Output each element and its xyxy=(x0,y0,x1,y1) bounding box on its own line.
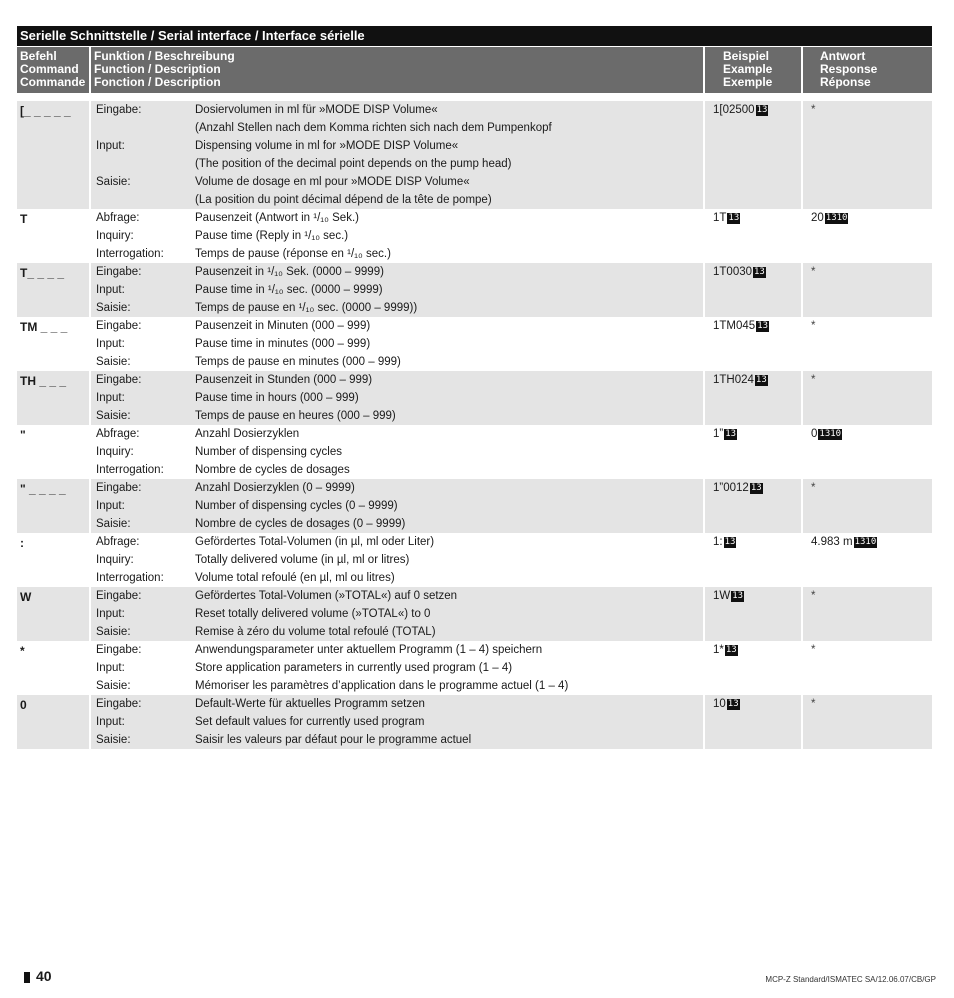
example-text: 1”0012 xyxy=(713,482,749,494)
description-text: Dosiervolumen in ml für »MODE DISP Volume« xyxy=(195,104,438,116)
function-cell xyxy=(91,587,703,641)
language-label: Input: xyxy=(96,140,125,152)
command-cell: W xyxy=(17,587,89,641)
response-cell xyxy=(803,425,932,479)
description-text: Pausenzeit (Antwort in ¹/₁₀ Sek.) xyxy=(195,212,359,224)
description-line xyxy=(91,479,703,497)
description-text: Reset totally delivered volume (»TOTAL«) to 0 xyxy=(195,608,431,620)
description-line xyxy=(91,101,703,119)
response-cell xyxy=(803,695,932,749)
table-row xyxy=(17,263,932,317)
function-cell xyxy=(91,101,703,209)
language-label: Eingabe: xyxy=(96,104,142,116)
description-text: Anwendungsparameter unter aktuellem Programm (1 – 4) speichern xyxy=(195,644,543,656)
response-cell xyxy=(803,371,932,425)
table-row xyxy=(17,479,932,533)
description-text: Temps de pause en heures (000 – 999) xyxy=(195,410,396,422)
control-code-badge: 13 xyxy=(724,537,736,547)
language-label: Eingabe: xyxy=(96,698,142,710)
language-label: Inquiry: xyxy=(96,554,134,566)
header-command-en: Command xyxy=(20,62,79,76)
table-row xyxy=(17,587,932,641)
response-cell xyxy=(803,317,932,371)
language-label: Interrogation: xyxy=(96,464,164,476)
language-label xyxy=(91,191,195,209)
header-command-fr: Commande xyxy=(20,75,86,89)
description-text: Volume de dosage en ml pour »MODE DISP Volume« xyxy=(195,176,470,188)
language-label: Saisie: xyxy=(96,518,131,530)
response-cell xyxy=(803,263,932,317)
command-cell: * xyxy=(20,644,25,658)
description-text: Temps de pause en minutes (000 – 999) xyxy=(195,356,401,368)
response-text: * xyxy=(811,374,816,386)
example-cell xyxy=(705,263,801,317)
description-line xyxy=(91,209,703,227)
control-code-badge: 13 xyxy=(756,105,768,115)
function-cell xyxy=(91,263,703,317)
language-label xyxy=(91,119,195,137)
language-label: Saisie: xyxy=(96,302,131,314)
example-cell xyxy=(705,479,801,533)
description-text: Store application parameters in currently used program (1 – 4) xyxy=(195,662,513,674)
language-label: Abfrage: xyxy=(96,212,140,224)
example-cell xyxy=(705,587,801,641)
response-cell xyxy=(803,101,932,209)
description-text: Pause time in hours (000 – 999) xyxy=(195,392,359,404)
description-line xyxy=(91,605,703,623)
response-cell xyxy=(803,209,932,263)
example-text: 1T xyxy=(713,212,727,224)
description-text: (The position of the decimal point depends on the pump head) xyxy=(195,158,512,170)
description-line xyxy=(91,155,703,173)
description-line xyxy=(91,569,703,587)
function-cell xyxy=(91,371,703,425)
language-label: Eingabe: xyxy=(96,266,142,278)
language-label: Abfrage: xyxy=(96,428,140,440)
header-example-de: Beispiel xyxy=(723,49,770,63)
language-label: Input: xyxy=(96,284,125,296)
header-function-fr: Fonction / Description xyxy=(94,75,221,89)
description-line xyxy=(91,533,703,551)
control-code-badge: 13 xyxy=(727,699,739,709)
header-function-en: Function / Description xyxy=(94,62,221,76)
language-label: Saisie: xyxy=(96,626,131,638)
response-text: * xyxy=(811,482,816,494)
table-row xyxy=(17,371,932,425)
description-line xyxy=(91,515,703,533)
description-text: Pausenzeit in Stunden (000 – 999) xyxy=(195,374,373,386)
description-line xyxy=(91,245,703,263)
description-line xyxy=(91,695,703,713)
response-text: 20 xyxy=(811,212,824,224)
language-label: Eingabe: xyxy=(96,374,142,386)
description-line xyxy=(91,263,703,281)
table-row xyxy=(17,317,932,371)
description-line xyxy=(91,731,703,749)
description-text: Totally delivered volume (in µl, ml or litres) xyxy=(195,554,410,566)
response-cell xyxy=(803,479,932,533)
function-cell xyxy=(91,695,703,749)
language-label: Eingabe: xyxy=(96,320,142,332)
control-code-badge: 13 xyxy=(725,429,737,439)
description-text: Dispensing volume in ml for »MODE DISP Volume« xyxy=(195,140,459,152)
description-line xyxy=(91,173,703,191)
description-line xyxy=(91,461,703,479)
table-row xyxy=(17,695,932,749)
language-label: Inquiry: xyxy=(96,230,134,242)
example-cell xyxy=(705,695,801,749)
language-label: Input: xyxy=(96,716,125,728)
command-cell: T xyxy=(20,212,28,226)
example-text: 1W xyxy=(713,590,731,602)
description-line xyxy=(91,659,703,677)
control-code-badge: 13 xyxy=(755,375,767,385)
description-text: Pause time (Reply in ¹/₁₀ sec.) xyxy=(195,230,349,242)
description-line xyxy=(91,191,703,209)
command-cell: [_ _ _ _ _ xyxy=(17,101,89,209)
response-cell xyxy=(803,641,932,695)
description-line xyxy=(91,425,703,443)
language-label: Saisie: xyxy=(96,680,131,692)
description-line xyxy=(91,713,703,731)
example-cell xyxy=(705,317,801,371)
description-line xyxy=(91,443,703,461)
control-code-badge: 1310 xyxy=(819,429,842,439)
response-cell xyxy=(803,533,932,587)
language-label: Saisie: xyxy=(96,356,131,368)
language-label: Interrogation: xyxy=(96,572,164,584)
example-text: 1[02500 xyxy=(713,104,755,116)
example-text: 1T0030 xyxy=(713,266,753,278)
description-line xyxy=(91,227,703,245)
example-text: 1TH024 xyxy=(713,374,754,386)
response-text: * xyxy=(811,266,816,278)
table-row xyxy=(17,533,932,587)
description-line xyxy=(91,407,703,425)
control-code-badge: 13 xyxy=(732,591,744,601)
response-text: * xyxy=(811,320,816,332)
command-cell: " xyxy=(20,428,26,442)
header-response xyxy=(803,47,932,93)
example-text: 1” xyxy=(713,428,724,440)
command-cell: TM _ _ _ xyxy=(20,320,68,334)
description-text: Nombre de cycles de dosages (0 – 9999) xyxy=(195,518,406,530)
description-text: Number of dispensing cycles xyxy=(195,446,343,458)
language-label: Saisie: xyxy=(96,176,131,188)
command-cell: T_ _ _ _ xyxy=(17,263,89,317)
description-line xyxy=(91,353,703,371)
table-row xyxy=(17,425,932,479)
control-code-badge: 13 xyxy=(757,321,769,331)
header-example-fr: Exemple xyxy=(723,75,773,89)
response-text: * xyxy=(811,590,816,602)
description-text: Pause time in ¹/₁₀ sec. (0000 – 9999) xyxy=(195,284,383,296)
description-line xyxy=(91,317,703,335)
header-example-en: Example xyxy=(723,62,773,76)
description-text: Default-Werte für aktuelles Programm setzen xyxy=(195,698,425,710)
response-text: * xyxy=(811,698,816,710)
language-label: Input: xyxy=(96,392,125,404)
document-reference: MCP-Z Standard/ISMATEC SA/12.06.07/CB/GP xyxy=(765,975,936,984)
response-text: 0 xyxy=(811,428,818,440)
table-title: Serielle Schnittstelle / Serial interface / Interface sérielle xyxy=(17,26,932,46)
description-text: Pausenzeit in ¹/₁₀ Sek. (0000 – 9999) xyxy=(195,266,384,278)
description-text: Anzahl Dosierzyklen (0 – 9999) xyxy=(195,482,355,494)
example-cell xyxy=(705,425,801,479)
language-label: Input: xyxy=(96,608,125,620)
example-cell xyxy=(705,533,801,587)
function-cell xyxy=(91,479,703,533)
description-line xyxy=(91,137,703,155)
description-text: (Anzahl Stellen nach dem Komma richten sich nach dem Pumpenkopf xyxy=(195,122,552,134)
header-response-fr: Réponse xyxy=(820,75,871,89)
description-line xyxy=(91,281,703,299)
language-label: Abfrage: xyxy=(96,536,140,548)
header-response-en: Response xyxy=(820,62,878,76)
control-code-badge: 1310 xyxy=(854,537,877,547)
description-text: Set default values for currently used program xyxy=(195,716,425,728)
control-code-badge: 13 xyxy=(754,267,765,277)
header-command xyxy=(17,47,89,93)
example-text: 1* xyxy=(713,644,724,656)
function-cell xyxy=(91,425,703,479)
control-code-badge: 13 xyxy=(728,213,740,223)
description-line xyxy=(91,299,703,317)
example-text: 1TM045 xyxy=(713,320,756,332)
language-label: Eingabe: xyxy=(96,482,142,494)
header-response-de: Antwort xyxy=(820,49,866,63)
description-line xyxy=(91,641,703,659)
example-text: 10 xyxy=(713,698,726,710)
language-label: Input: xyxy=(96,500,125,512)
example-text: 1: xyxy=(713,536,723,548)
header-example xyxy=(705,47,801,93)
language-label: Inquiry: xyxy=(96,446,134,458)
control-code-badge: 13 xyxy=(725,645,737,655)
description-text: Number of dispensing cycles (0 – 9999) xyxy=(195,500,398,512)
description-text: Nombre de cycles de dosages xyxy=(195,464,350,476)
language-label: Input: xyxy=(96,662,125,674)
description-text: Temps de pause en ¹/₁₀ sec. (0000 – 9999)) xyxy=(195,302,418,314)
command-cell: " _ _ _ _ xyxy=(17,479,89,533)
description-text: Remise à zéro du volume total refoulé (TOTAL) xyxy=(195,626,436,638)
command-cell: : xyxy=(20,536,24,550)
description-line xyxy=(91,587,703,605)
table-row xyxy=(17,641,932,695)
page-number: 40 xyxy=(36,968,52,984)
description-text: Gefördertes Total-Volumen (»TOTAL«) auf 0 setzen xyxy=(195,590,458,602)
description-line xyxy=(91,623,703,641)
description-line xyxy=(91,497,703,515)
description-text: Saisir les valeurs par défaut pour le programme actuel xyxy=(195,734,472,746)
description-text: Anzahl Dosierzyklen xyxy=(195,428,300,440)
description-line xyxy=(91,677,703,695)
description-line xyxy=(91,389,703,407)
example-cell xyxy=(705,209,801,263)
description-text: Pause time in minutes (000 – 999) xyxy=(195,338,371,350)
header-command-de: Befehl xyxy=(20,49,57,63)
function-cell xyxy=(91,533,703,587)
description-text: Temps de pause (réponse en ¹/₁₀ sec.) xyxy=(195,248,391,260)
response-text: * xyxy=(811,644,816,656)
header-function-de: Funktion / Beschreibung xyxy=(94,49,235,63)
description-text: Gefördertes Total-Volumen (in µl, ml oder Liter) xyxy=(195,536,435,548)
language-label: Eingabe: xyxy=(96,590,142,602)
description-text: Pausenzeit in Minuten (000 – 999) xyxy=(195,320,371,332)
language-label: Saisie: xyxy=(96,734,131,746)
description-line xyxy=(91,335,703,353)
command-cell: 0 xyxy=(17,695,89,749)
response-text: * xyxy=(811,104,816,116)
description-line xyxy=(91,119,703,137)
page-marker xyxy=(24,972,30,983)
language-label: Interrogation: xyxy=(96,248,164,260)
header-function xyxy=(91,47,703,93)
language-label: Saisie: xyxy=(96,410,131,422)
response-text: 4.983 m xyxy=(811,536,853,548)
language-label: Eingabe: xyxy=(96,644,142,656)
table-row xyxy=(17,209,932,263)
command-cell: TH _ _ _ xyxy=(17,371,89,425)
control-code-badge: 13 xyxy=(750,483,762,493)
function-cell xyxy=(91,641,703,695)
function-cell xyxy=(91,209,703,263)
example-cell xyxy=(705,371,801,425)
example-cell xyxy=(705,101,801,209)
control-code-badge: 1310 xyxy=(825,213,848,223)
response-cell xyxy=(803,587,932,641)
language-label: Input: xyxy=(96,338,125,350)
description-text: (La position du point décimal dépend de la tête de pompe) xyxy=(195,194,492,206)
example-cell xyxy=(705,641,801,695)
description-text: Volume total refoulé (en µl, ml ou litres) xyxy=(195,572,395,584)
language-label xyxy=(91,155,195,173)
description-text: Mémoriser les paramètres d’application dans le programme actuel (1 – 4) xyxy=(195,680,569,692)
description-line xyxy=(91,371,703,389)
function-cell xyxy=(91,317,703,371)
table-row xyxy=(17,101,932,209)
description-line xyxy=(91,551,703,569)
